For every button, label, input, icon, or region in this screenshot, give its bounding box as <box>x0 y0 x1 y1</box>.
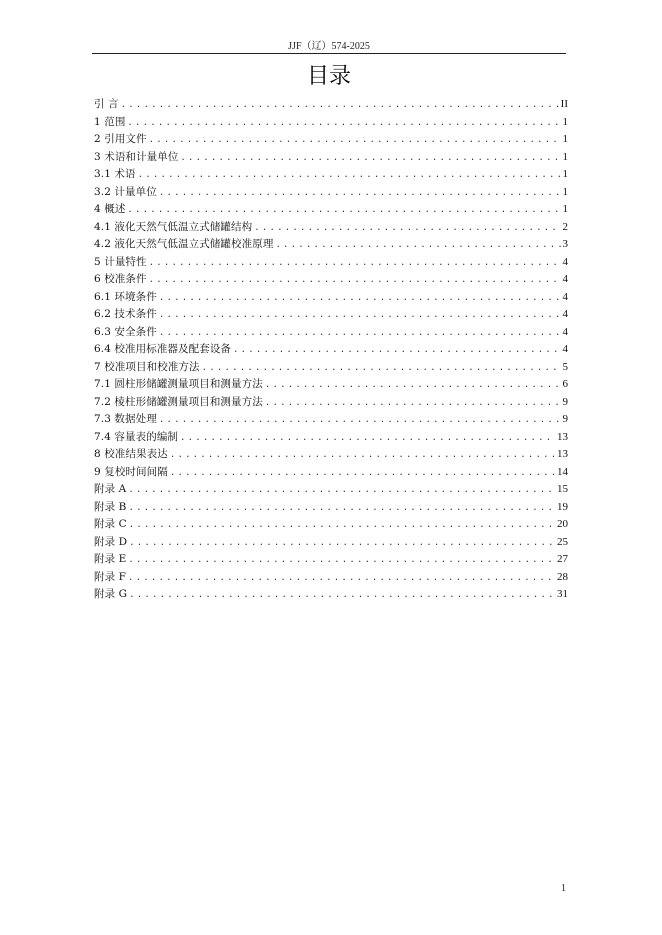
dot-leader <box>128 482 555 500</box>
dot-leader <box>159 325 561 343</box>
dot-leader <box>202 360 561 378</box>
dot-leader <box>127 115 560 133</box>
toc-entry-page: 13 <box>557 430 568 443</box>
toc-entry-page: 9 <box>562 395 568 408</box>
toc-entry-6-2[interactable] <box>94 306 568 324</box>
toc-entry-page: 1 <box>562 168 568 180</box>
dot-leader <box>275 237 560 255</box>
toc-entry-page: 14 <box>557 465 568 478</box>
toc-entry-appendix-c[interactable] <box>94 516 568 534</box>
toc-entry-page: 1 <box>562 115 568 128</box>
dot-leader <box>127 202 560 220</box>
toc-entry-1[interactable] <box>94 114 568 132</box>
dot-leader <box>129 535 555 553</box>
toc-entry-label: 9 复校时间间隔 <box>94 465 168 478</box>
toc-entry-label: 5 计量特性 <box>94 255 147 268</box>
toc-entry-label: 8 校准结果表达 <box>94 448 168 460</box>
toc-entry-page: 4 <box>562 343 568 355</box>
toc-entry-label: 3.1 术语 <box>94 168 136 180</box>
toc-entry-3[interactable] <box>94 149 568 167</box>
dot-leader <box>170 447 555 465</box>
header-rule <box>92 53 566 54</box>
dot-leader <box>128 500 555 518</box>
toc-entry-page: 2 <box>562 220 568 233</box>
toc-entry-6[interactable] <box>94 271 568 289</box>
toc-entry-page: 1 <box>562 203 568 215</box>
toc-entry-page: 1 <box>562 185 568 198</box>
toc-entry-page: 28 <box>557 570 568 583</box>
toc-entry-page: 27 <box>557 553 568 565</box>
toc-entry-label: 引 言 <box>94 98 119 110</box>
dot-leader <box>138 167 561 185</box>
toc-entry-label: 4 概述 <box>94 203 126 215</box>
toc-entry-label: 6.4 校准用标准器及配套设备 <box>94 343 232 355</box>
dot-leader <box>128 552 555 570</box>
toc-entry-label: 附录 B <box>94 500 127 513</box>
toc-entry-page: 20 <box>557 518 568 530</box>
dot-leader <box>129 517 555 535</box>
toc-entry-appendix-f[interactable] <box>94 569 568 587</box>
toc-entry-label: 4.2 液化天然气低温立式储罐校准原理 <box>94 238 274 250</box>
toc-entry-page: II <box>560 98 568 110</box>
toc-entry-label: 2 引用文件 <box>94 133 147 145</box>
toc-entry-page: 13 <box>557 448 568 460</box>
toc-entry-page: 25 <box>557 535 568 548</box>
toc-entry-6-1[interactable] <box>94 289 568 307</box>
dot-leader <box>159 307 561 325</box>
dot-leader <box>149 132 561 150</box>
toc-entry-4-1[interactable] <box>94 219 568 237</box>
toc-entry-8[interactable] <box>94 446 568 464</box>
dot-leader <box>180 430 555 448</box>
toc-entry-7-1[interactable] <box>94 376 568 394</box>
toc-entry-foreword[interactable] <box>94 96 568 114</box>
toc-entry-page: 15 <box>557 483 568 495</box>
page-number: 1 <box>561 883 566 894</box>
toc-entry-3-2[interactable] <box>94 184 568 202</box>
toc-entry-label: 7.3 数据处理 <box>94 413 157 425</box>
toc-entry-2[interactable] <box>94 131 568 149</box>
toc-entry-label: 7.1 圆柱形储罐测量项目和测量方法 <box>94 378 263 390</box>
toc-entry-page: 1 <box>562 150 568 163</box>
toc-entry-appendix-d[interactable] <box>94 534 568 552</box>
toc-entry-label: 附录 D <box>94 535 128 548</box>
toc-entry-page: 4 <box>562 255 568 268</box>
toc-entry-label: 附录 E <box>94 553 127 565</box>
toc-entry-label: 4.1 液化天然气低温立式储罐结构 <box>94 220 253 233</box>
toc-entry-label: 附录 C <box>94 518 127 530</box>
toc-title: 目录 <box>306 64 351 89</box>
toc-entry-7[interactable] <box>94 359 568 377</box>
toc-entry-label: 7.4 容量表的编制 <box>94 430 179 443</box>
document-code-header: JJF（辽）574-2025 <box>288 41 370 52</box>
dot-leader <box>159 290 561 308</box>
toc-entry-label: 6.1 环境条件 <box>94 290 157 303</box>
toc-entry-appendix-b[interactable] <box>94 499 568 517</box>
dot-leader <box>233 342 560 360</box>
toc-entry-label: 3.2 计量单位 <box>94 185 157 198</box>
toc-entry-page: 4 <box>562 273 568 285</box>
toc-entry-4-2[interactable] <box>94 236 568 254</box>
toc-entry-page: 31 <box>557 588 568 600</box>
toc-entry-label: 6 校准条件 <box>94 273 147 285</box>
toc-entry-page: 6 <box>562 378 568 390</box>
toc-entry-7-3[interactable] <box>94 411 568 429</box>
toc-entry-page: 1 <box>562 133 568 145</box>
toc-entry-7-4[interactable] <box>94 429 568 447</box>
toc-entry-5[interactable] <box>94 254 568 272</box>
dot-leader <box>265 395 561 413</box>
toc-entry-page: 4 <box>562 290 568 303</box>
table-of-contents <box>94 96 568 604</box>
toc-entry-page: 5 <box>562 360 568 373</box>
toc-entry-page: 4 <box>562 308 568 320</box>
toc-entry-appendix-e[interactable] <box>94 551 568 569</box>
dot-leader <box>121 97 559 115</box>
toc-entry-label: 3 术语和计量单位 <box>94 150 179 163</box>
toc-entry-7-2[interactable] <box>94 394 568 412</box>
dot-leader <box>159 185 561 203</box>
dot-leader <box>149 255 561 273</box>
dot-leader <box>128 570 555 588</box>
toc-entry-6-4[interactable] <box>94 341 568 359</box>
toc-entry-4[interactable] <box>94 201 568 219</box>
toc-entry-page: 9 <box>562 413 568 425</box>
toc-entry-label: 7.2 棱柱形储罐测量项目和测量方法 <box>94 395 263 408</box>
toc-entry-3-1[interactable] <box>94 166 568 184</box>
toc-entry-appendix-a[interactable] <box>94 481 568 499</box>
toc-entry-page: 19 <box>557 500 568 513</box>
toc-entry-label: 6.3 安全条件 <box>94 325 157 338</box>
toc-entry-label: 附录 A <box>94 483 127 495</box>
toc-entry-9[interactable] <box>94 464 568 482</box>
dot-leader <box>129 587 555 605</box>
toc-entry-label: 附录 F <box>94 570 127 583</box>
toc-entry-page: 4 <box>562 325 568 338</box>
dot-leader <box>254 220 560 238</box>
toc-entry-label: 7 校准项目和校准方法 <box>94 360 200 373</box>
toc-entry-label: 1 范围 <box>94 115 126 128</box>
toc-entry-appendix-g[interactable] <box>94 586 568 604</box>
dot-leader <box>265 377 561 395</box>
dot-leader <box>159 412 561 430</box>
dot-leader <box>170 465 555 483</box>
toc-entry-label: 附录 G <box>94 588 128 600</box>
dot-leader <box>149 272 561 290</box>
toc-entry-6-3[interactable] <box>94 324 568 342</box>
toc-entry-page: 3 <box>562 238 568 250</box>
toc-entry-label: 6.2 技术条件 <box>94 308 157 320</box>
dot-leader <box>180 150 560 168</box>
